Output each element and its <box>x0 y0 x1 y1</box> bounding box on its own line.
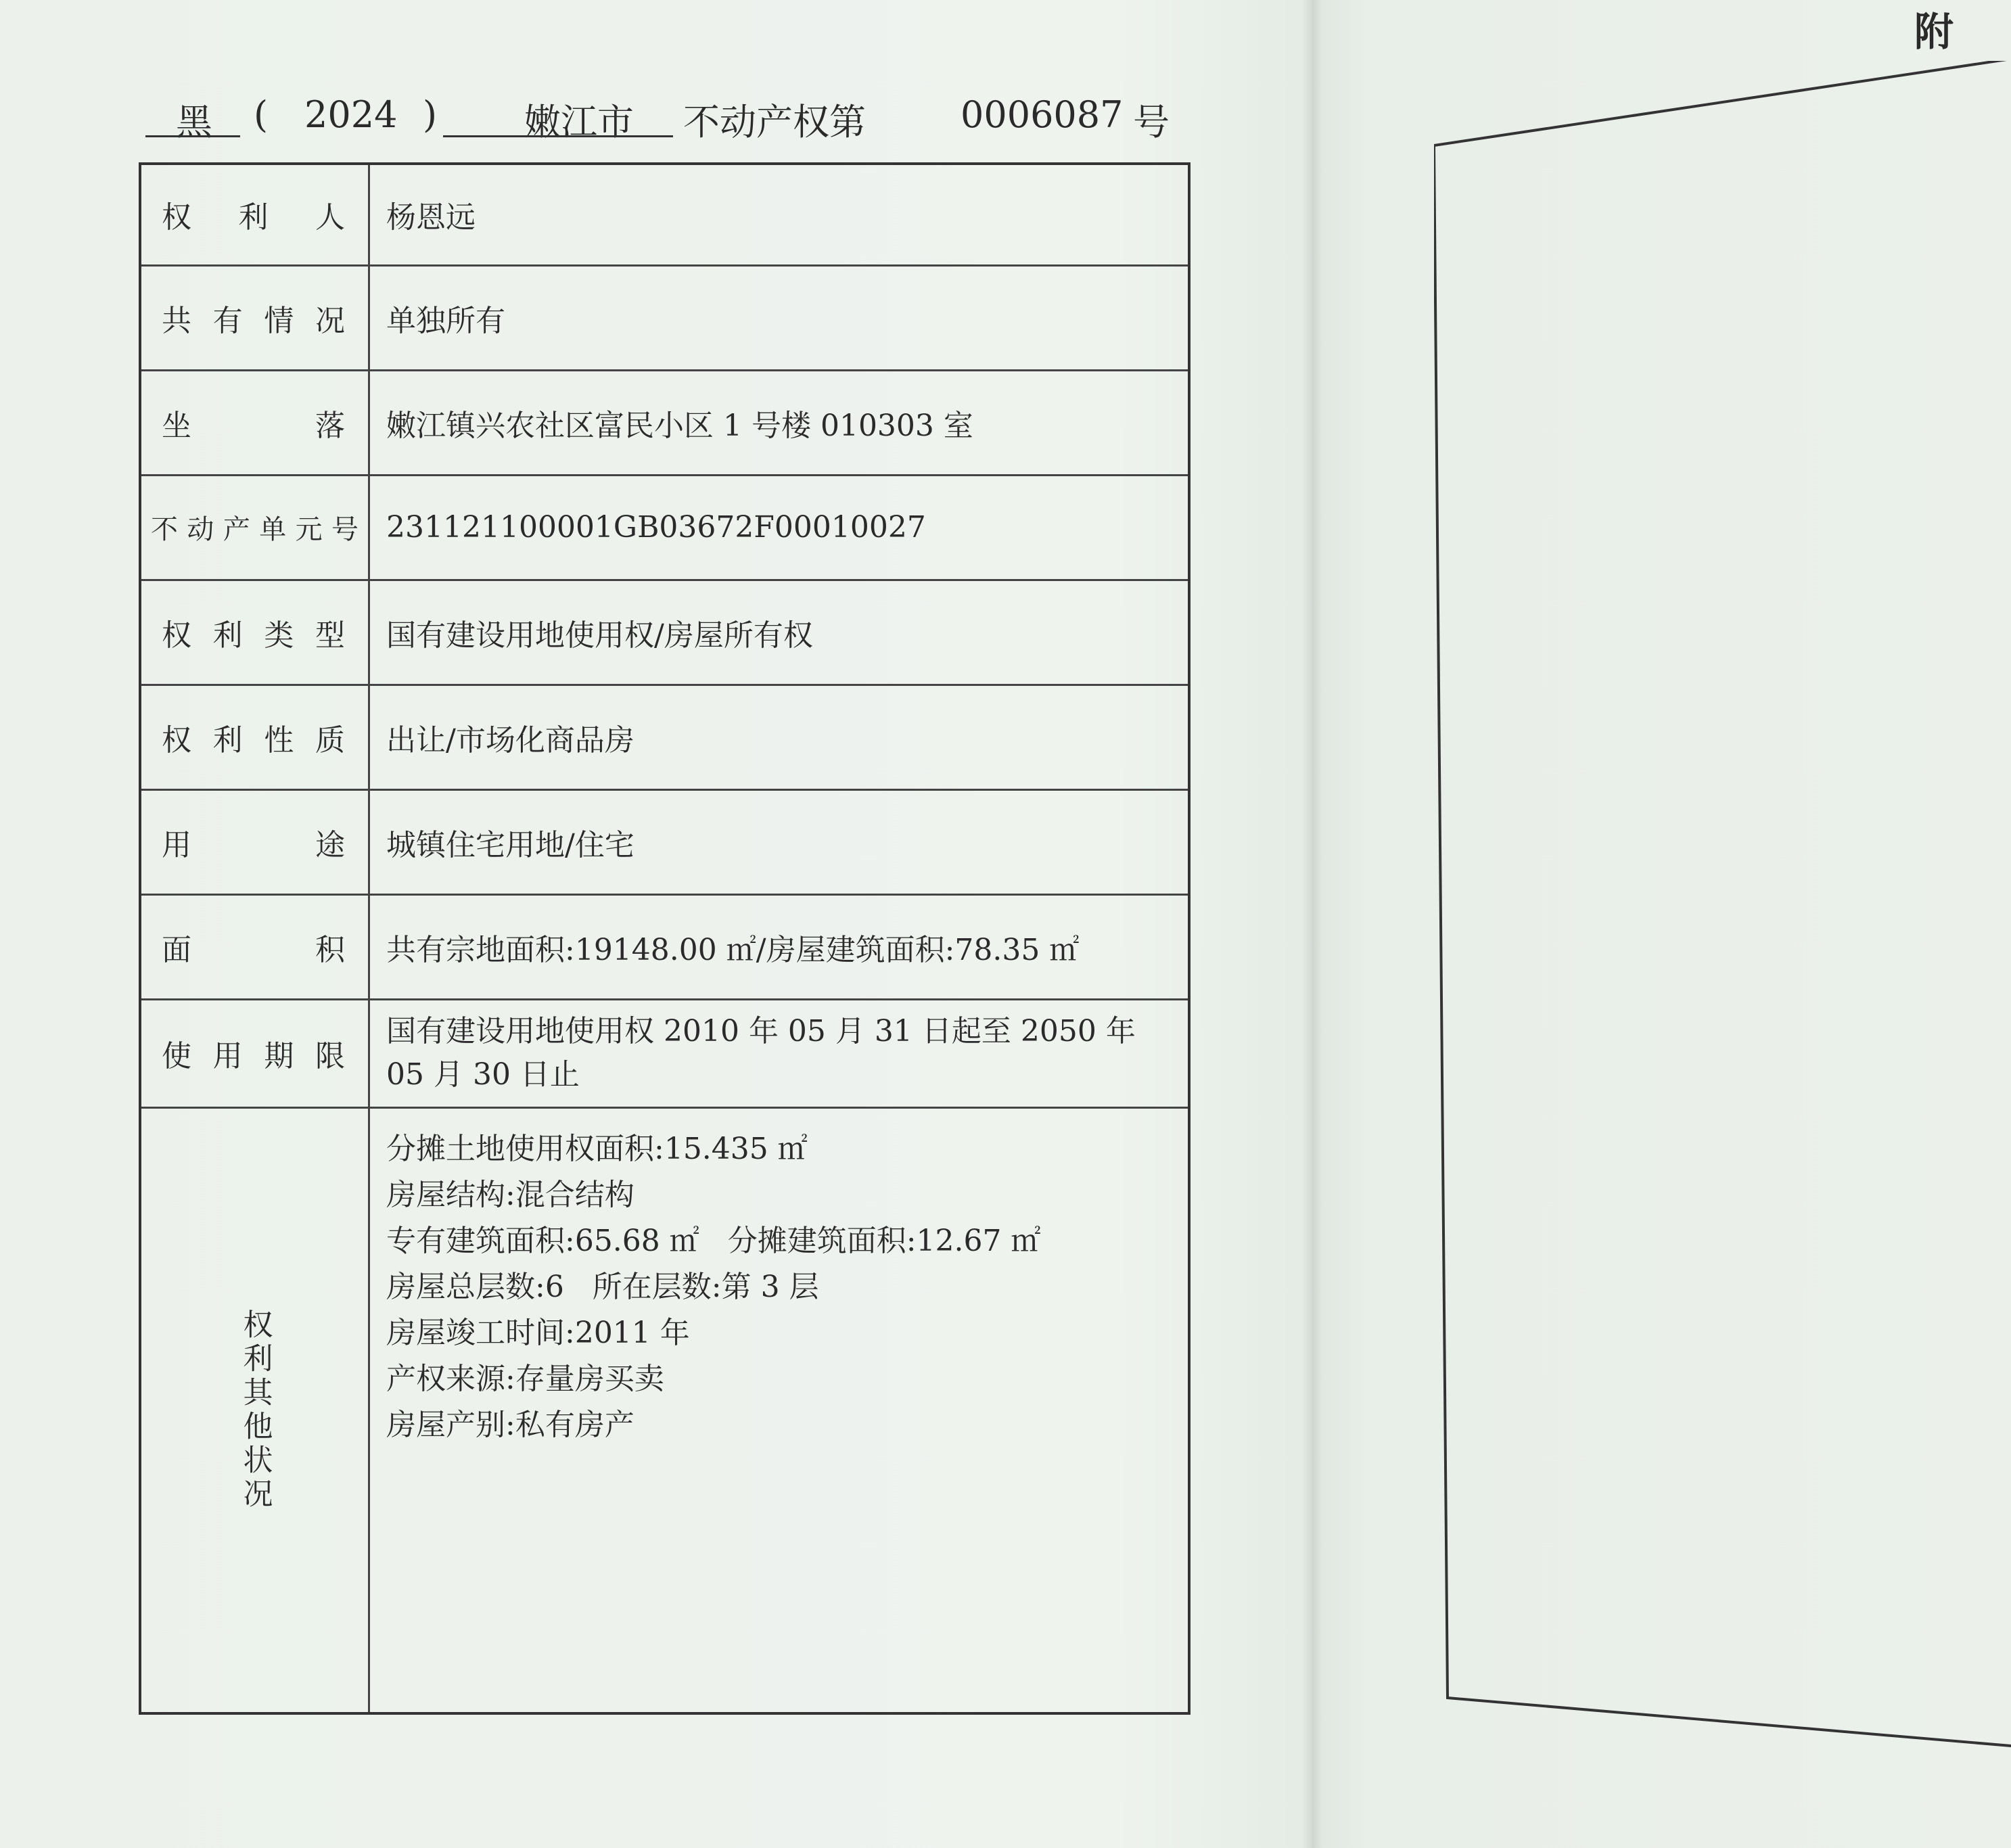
page-fold <box>1302 0 1322 1848</box>
row-value-area: 共有宗地面积:19148.00 ㎡/房屋建筑面积:78.35 ㎡ <box>369 894 1190 999</box>
certificate-number-line <box>145 88 1194 142</box>
attachment-border <box>1434 61 2011 1752</box>
cert-city: 嫩江市 <box>524 101 634 143</box>
other-line: 房屋总层数:6 所在层数:第 3 层 <box>386 1269 819 1304</box>
table-row <box>140 894 1189 999</box>
row-label-other-status <box>140 1107 369 1713</box>
property-deed-table <box>139 162 1191 1715</box>
table-row <box>140 164 1189 265</box>
other-line: 产权来源:存量房买卖 <box>386 1361 664 1396</box>
table-row <box>140 370 1189 475</box>
row-value-location: 嫩江镇兴农社区富民小区 1 号楼 010303 室 <box>369 370 1190 475</box>
row-label-term: 使用期限 <box>140 999 369 1107</box>
row-label-right-nature: 权利性质 <box>140 685 369 789</box>
cert-suffix: 号 <box>1133 101 1170 143</box>
other-status-label: 权利其他状况 <box>237 1308 273 1512</box>
cert-year: 2024 <box>304 93 398 136</box>
row-label-location: 坐落 <box>140 370 369 475</box>
row-label-co-ownership: 共有情况 <box>140 265 369 370</box>
row-label-owner: 权利人 <box>140 164 369 265</box>
other-line: 房屋结构:混合结构 <box>386 1177 634 1212</box>
attachment-frame <box>1434 61 2011 1752</box>
table-row <box>140 789 1189 894</box>
row-label-right-type: 权利类型 <box>140 580 369 685</box>
row-value-other-status <box>369 1107 1190 1713</box>
province-abbrev: 黑 <box>176 101 212 143</box>
row-label-usage: 用途 <box>140 789 369 894</box>
cert-number: 0006087 <box>961 93 1124 136</box>
row-label-unit-number: 不动产单元号 <box>140 475 369 580</box>
row-value-right-type: 国有建设用地使用权/房屋所有权 <box>369 580 1190 685</box>
row-value-usage: 城镇住宅用地/住宅 <box>369 789 1190 894</box>
row-value-right-nature: 出让/市场化商品房 <box>369 685 1190 789</box>
other-line: 分摊土地使用权面积:15.435 ㎡ <box>386 1131 808 1166</box>
row-value-owner: 杨恩远 <box>369 164 1190 265</box>
table-row <box>140 999 1189 1107</box>
other-line: 房屋产别:私有房产 <box>386 1407 634 1442</box>
cert-type: 不动产权第 <box>683 101 866 143</box>
row-value-unit-number: 231121100001GB03672F00010027 <box>369 475 1190 580</box>
table-row <box>140 685 1189 789</box>
table-row <box>140 580 1189 685</box>
table-row <box>140 475 1189 580</box>
row-label-area: 面积 <box>140 894 369 999</box>
close-paren: ) <box>423 93 438 136</box>
table-row <box>140 1107 1189 1713</box>
row-value-term: 国有建设用地使用权 2010 年 05 月 31 日起至 2050 年 05 月 30 日止 <box>369 999 1190 1107</box>
attachment-title: 附 <box>1914 9 1954 55</box>
other-line: 专有建筑面积:65.68 ㎡ 分摊建筑面积:12.67 ㎡ <box>386 1223 1041 1258</box>
other-line: 房屋竣工时间:2011 年 <box>386 1315 690 1350</box>
province-underline <box>145 135 240 137</box>
city-underline <box>443 135 673 137</box>
table-row <box>140 265 1189 370</box>
row-value-co-ownership: 单独所有 <box>369 265 1190 370</box>
open-paren: ( <box>254 93 269 136</box>
